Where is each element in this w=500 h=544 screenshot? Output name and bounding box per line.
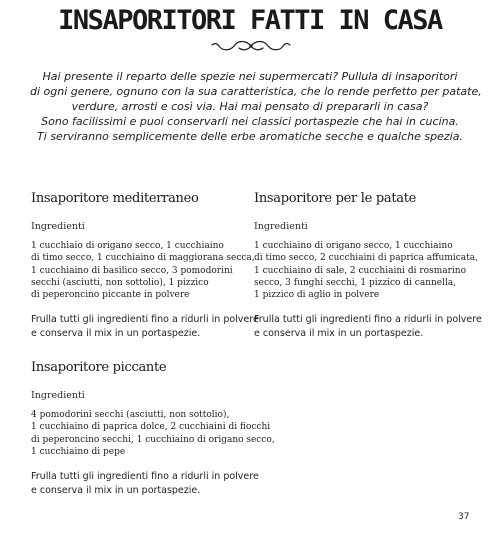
- intro-line: Sono facilissimi e puoi conservarli nei classici portaspezie che hai in cucina.: [41, 115, 459, 128]
- intro-line: Hai presente il reparto delle spezie nei supermercati? Pullula di insaporitori: [42, 70, 458, 83]
- ingredients-label: Ingredienti: [31, 221, 85, 232]
- method-line: e conserva il mix in un portaspezie.: [254, 328, 424, 340]
- method-text: [31, 313, 259, 341]
- ingredient-line: 1 cucchiaio di origano secco, 1 cucchiaino: [31, 241, 224, 251]
- intro-paragraph: [30, 69, 482, 144]
- ingredient-line: 1 cucchiaino di sale, 2 cucchiaini di rosmarino: [254, 265, 467, 276]
- method-text: [31, 470, 259, 498]
- ingredient-line: di timo secco, 2 cucchiaini di paprica affumicata,: [254, 253, 478, 264]
- intro-line: Ti serviranno semplicemente delle erbe aromatiche secche e qualche spezia.: [37, 130, 463, 143]
- recipe-insaporitore-piccante: [31, 360, 275, 498]
- page-title: INSAPORITORI FATTI IN CASA: [58, 5, 442, 36]
- recipe-title: Insaporitore piccante: [31, 360, 167, 375]
- ingredients-list: [31, 409, 275, 458]
- recipe-insaporitore-mediterraneo: [31, 191, 259, 341]
- ingredients-label: Ingredienti: [31, 390, 85, 401]
- method-line: Frulla tutti gli ingredienti fino a ridurli in polvere: [254, 314, 482, 326]
- ingredient-line: 1 cucchiaino di paprica dolce, 2 cucchiaini di fiocchi: [31, 422, 271, 433]
- intro-line: di ogni genere, ognuno con la sua caratteristica, che lo rende perfetto per patate,: [30, 85, 482, 98]
- recipe-title: Insaporitore mediterraneo: [31, 191, 199, 206]
- intro-line: verdure, arrosti e così via. Hai mai pensato di prepararli in casa?: [71, 100, 429, 113]
- ingredient-line: secco, 3 funghi secchi, 1 pizzico di cannella,: [254, 277, 457, 288]
- ingredient-line: 1 cucchiaino di pepe: [31, 446, 126, 457]
- method-text: [254, 313, 482, 341]
- ingredient-line: 1 cucchiaino di basilico secco, 3 pomodorini: [31, 265, 233, 276]
- ingredients-label: Ingredienti: [254, 221, 308, 232]
- page-number: 37: [458, 512, 470, 522]
- ingredient-line: 4 pomodorini secchi (asciutti, non sottolio),: [31, 410, 230, 420]
- method-line: Frulla tutti gli ingredienti fino a ridurli in polvere: [31, 314, 259, 326]
- recipe-title: Insaporitore per le patate: [254, 191, 417, 206]
- ingredient-line: di peperoncino piccante in polvere: [31, 290, 190, 301]
- ingredient-line: 1 pizzico di aglio in polvere: [254, 290, 380, 301]
- method-line: e conserva il mix in un portaspezie.: [31, 328, 201, 340]
- method-line: e conserva il mix in un portaspezie.: [31, 485, 201, 497]
- ingredient-line: di timo secco, 1 cucchiaino di maggiorana secca,: [31, 253, 255, 264]
- recipe-insaporitore-per-le-patate: [254, 191, 482, 341]
- ingredients-list: [31, 240, 256, 301]
- ingredient-line: 1 cucchiaino di origano secco, 1 cucchiaino: [254, 241, 453, 251]
- ingredients-list: [254, 240, 479, 301]
- ingredient-line: di peperoncino secchi, 1 cucchiaino di origano secco,: [31, 434, 275, 445]
- ingredient-line: secchi (asciutti, non sottolio), 1 pizzico: [31, 277, 209, 288]
- flourish-divider-icon: [210, 38, 292, 54]
- method-line: Frulla tutti gli ingredienti fino a ridurli in polvere: [31, 471, 259, 483]
